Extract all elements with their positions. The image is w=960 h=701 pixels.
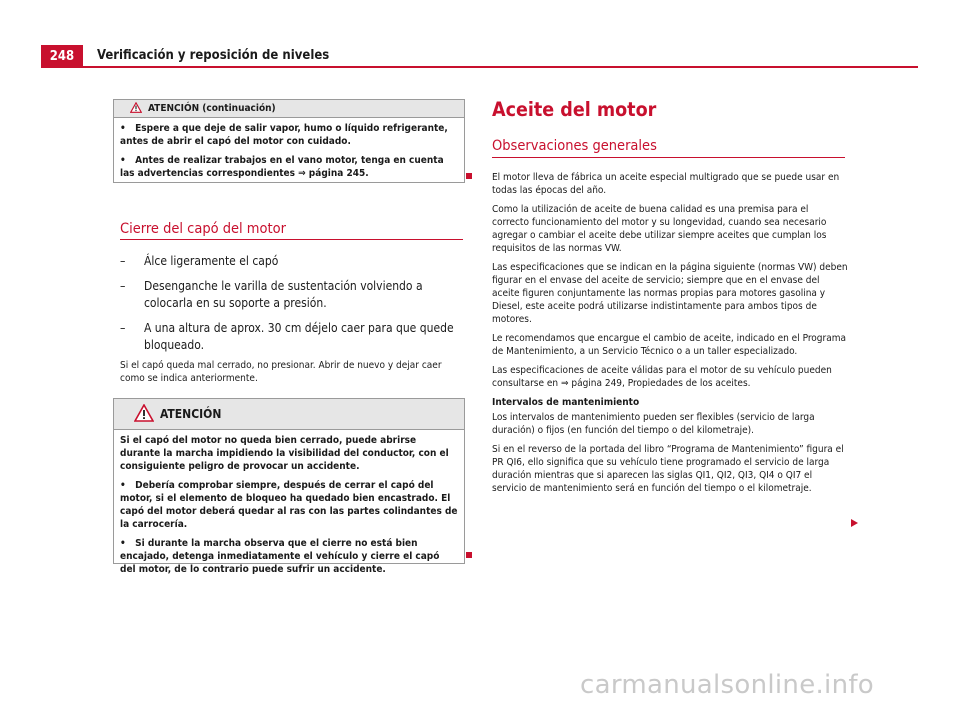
warning-continued-header: [114, 100, 464, 118]
page-header-title: Verificación y reposición de niveles: [97, 48, 330, 63]
warning-item: • Debería comprobar siempre, después de cerrar el capó del motor, si el elemento de bloqueo ha quedado bien encastrado. El capó del motor deberá quedar al ras con las partes colindantes de la carrocería.: [120, 480, 458, 530]
warning-triangle-icon: [134, 404, 154, 425]
step-dash: –: [120, 254, 126, 268]
paragraph: Como la utilización de aceite de buena calidad es una premisa para el correcto funcionamiento del motor y su longevidad, cuando sea necesario agregar o cambiar el aceite debe utilizar siempre aceites que cumplan los requisitos de las normas VW.: [492, 204, 827, 254]
step-text: Álce ligeramente el capó: [144, 254, 279, 268]
warning-box: [113, 398, 465, 575]
section-title-hood-closing: Cierre del capó del motor: [120, 221, 286, 237]
page-number: 248: [41, 45, 83, 67]
engine-oil-text: [492, 171, 848, 501]
paragraph: El motor lleva de fábrica un aceite especial multigrado que se puede usar en todas las épocas del año.: [492, 172, 840, 196]
warning-heading: ATENCIÓN: [160, 407, 222, 421]
warning-continued-box: [113, 99, 465, 183]
section-title-general-notes: Observaciones generales: [492, 138, 657, 154]
step-item: [120, 253, 465, 270]
step-text: Desenganche le varilla de sustentación volviendo a colocarla en su soporte a presión.: [144, 279, 423, 310]
warning-body: [114, 430, 464, 586]
warning-item: Si el capó del motor no queda bien cerrado, puede abrirse durante la marcha impidiendo la visibilidad del conductor, con el consiguiente peligro de provocar un accidente.: [120, 435, 449, 472]
step-text: A una altura de aprox. 30 cm déjelo caer para que quede bloqueado.: [144, 321, 454, 352]
warning-header: [114, 399, 464, 430]
warning-item: • Espere a que deje de salir vapor, humo o líquido refrigerante, antes de abrir el capó del motor con cuidado.: [120, 123, 448, 147]
hood-closing-note: Si el capó queda mal cerrado, no presionar. Abrir de nuevo y dejar caer como se indica anteriormente.: [120, 360, 442, 384]
paragraph: Si en el reverso de la portada del libro “Programa de Mantenimiento” figura el PR QI6, ello significa que su vehículo tiene programado el servicio de larga duración mientras que si aparecen las siglas QI1, QI2, QI3, QI4 o QI7 el servicio de mantenimiento será en función del tiempo o el kilometraje.: [492, 444, 844, 494]
watermark: carmanualsonline.info: [580, 670, 875, 700]
step-list: [120, 253, 465, 362]
continue-arrow-icon: [851, 519, 858, 527]
section-rule: [492, 157, 845, 158]
step-dash: –: [120, 279, 126, 293]
warning-item: • Si durante la marcha observa que el cierre no está bien encajado, detenga inmediatamente el vehículo y cierre el capó del motor, de lo contrario puede sufrir un accidente.: [120, 538, 440, 575]
header-rule: [41, 66, 918, 68]
end-of-section-marker: [466, 552, 472, 558]
section-rule: [120, 239, 463, 240]
warning-item: • Antes de realizar trabajos en el vano motor, tenga en cuenta las advertencias correspondientes ⇒ página 245.: [120, 155, 444, 179]
paragraph: Le recomendamos que encargue el cambio de aceite, indicado en el Programa de Mantenimiento, a un Servicio Técnico o a un taller especializado.: [492, 333, 847, 357]
warning-continued-body: [114, 118, 464, 190]
paragraph: Los intervalos de mantenimiento pueden ser flexibles (servicio de larga duración) o fijos (en función del tiempo o del kilometraje).: [492, 412, 815, 436]
step-item: [120, 320, 465, 354]
paragraph: Las especificaciones de aceite válidas para el motor de su vehículo pueden consultarse en ⇒ página 249, Propiedades de los aceites.: [492, 365, 832, 389]
warning-continued-heading: ATENCIÓN (continuación): [148, 103, 276, 114]
subheading-maintenance-intervals: Intervalos de mantenimiento: [492, 397, 640, 408]
step-dash: –: [120, 321, 126, 335]
paragraph: Las especificaciones que se indican en la página siguiente (normas VW) deben figurar en el envase del aceite de servicio; siempre que en el envase del aceite figuren conjuntamente las normas propias para motores gasolina y Diesel, este aceite podrá utilizarse indistintamente para ambos tipos de motores.: [492, 262, 848, 325]
step-item: [120, 278, 465, 312]
end-of-section-marker: [466, 173, 472, 179]
warning-triangle-icon: [130, 102, 142, 116]
chapter-title-engine-oil: Aceite del motor: [492, 98, 657, 121]
